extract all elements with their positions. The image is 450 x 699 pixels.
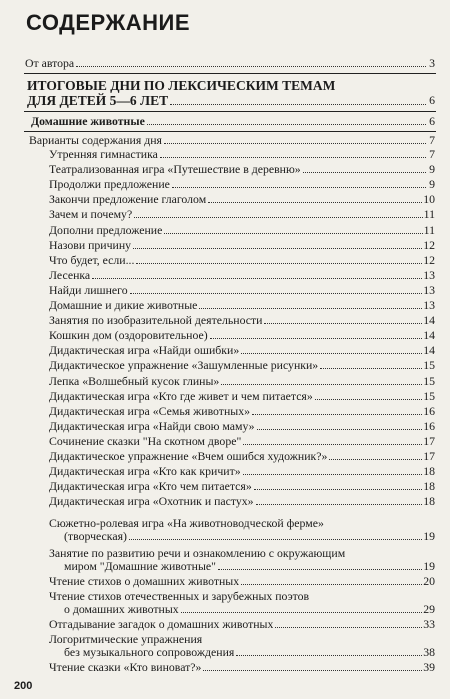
dot-leader	[170, 104, 426, 105]
toc-entry-text: Домашние животные	[31, 115, 145, 128]
toc-entry[interactable]	[49, 344, 435, 357]
toc-entry-text: Зачем и почему?	[49, 208, 133, 222]
dot-leader	[203, 670, 422, 671]
toc-entry-text: Назови причину	[49, 238, 132, 252]
dot-leader	[303, 172, 426, 173]
toc-entry-line1: Сюжетно-ролевая игра «На животноводческой ферме»	[49, 516, 324, 530]
toc-entry-author[interactable]	[25, 57, 435, 70]
toc-entry[interactable]	[49, 575, 435, 588]
dot-leader	[252, 414, 422, 415]
toc-entry-text: Найди лишнего	[49, 283, 128, 297]
toc-entry-text: (творческая)	[64, 530, 127, 543]
toc-entry-page: 6	[429, 114, 435, 128]
toc-entry[interactable]	[49, 178, 435, 191]
toc-entry-multiline[interactable]	[64, 646, 435, 659]
toc-entry-text: Дидактическое упражнение «Зашумленные рисунки»	[49, 359, 319, 373]
toc-entry-text: Чтение стихов о домашних животных	[49, 575, 240, 588]
divider	[24, 111, 436, 112]
toc-entry-page: 11	[423, 222, 435, 237]
page-title: СОДЕРЖАНИЕ	[26, 10, 191, 35]
toc-entry[interactable]	[49, 359, 435, 372]
dot-leader	[134, 217, 422, 218]
toc-subsection[interactable]	[31, 115, 435, 128]
toc-entry[interactable]	[49, 284, 435, 297]
toc-entry-page: 9	[429, 162, 435, 177]
toc-entry-page: 19	[423, 559, 435, 573]
dot-leader	[264, 323, 422, 324]
toc-entry-line1: Чтение стихов отечественных и зарубежных поэтов	[49, 589, 310, 603]
toc-entry[interactable]	[49, 239, 435, 252]
toc-entry[interactable]	[49, 329, 435, 342]
toc-entry[interactable]	[49, 465, 435, 478]
toc-entry-page: 17	[423, 449, 435, 463]
toc-entry-text: Чтение сказки «Кто виноват?»	[49, 661, 202, 674]
toc-entry-text: Лесенка	[49, 268, 91, 282]
dot-leader	[275, 627, 422, 628]
toc-entry-page: 6	[429, 93, 435, 107]
dot-leader	[243, 444, 422, 445]
toc-entry-page: 18	[423, 464, 435, 479]
toc-entry-text: ДЛЯ ДЕТЕЙ 5—6 ЛЕТ	[27, 93, 169, 108]
toc-entry-page: 15	[423, 388, 435, 403]
toc-entry-text: Дополни предложение	[49, 223, 163, 237]
toc-entry-variants[interactable]	[29, 134, 435, 147]
dot-leader	[147, 124, 426, 125]
toc-entry-page: 10	[423, 192, 435, 207]
toc-entry-page: 12	[423, 237, 435, 252]
dot-leader	[243, 474, 423, 475]
toc-entry-text: Дидактическая игра «Семья животных»	[49, 404, 250, 418]
toc-entry[interactable]	[49, 390, 435, 403]
toc-entry[interactable]	[49, 269, 435, 282]
dot-leader	[199, 308, 422, 309]
page-number: 200	[14, 680, 33, 692]
section-heading-line1: ИТОГОВЫЕ ДНИ ПО ЛЕКСИЧЕСКИМ ТЕМАМ	[27, 78, 336, 93]
toc-entry-text: без музыкального сопровождения	[64, 646, 235, 659]
toc-entry-page: 16	[423, 403, 435, 418]
toc-entry-page: 14	[423, 313, 435, 328]
toc-entry[interactable]	[49, 420, 435, 433]
toc-entry[interactable]	[49, 254, 435, 267]
toc-entry-text: Дидактическая игра «Кто как кричит»	[49, 465, 241, 479]
toc-entry[interactable]	[49, 375, 435, 388]
toc-entry-page: 11	[423, 207, 435, 222]
dot-leader	[210, 338, 423, 339]
toc-entry-text: Дидактическая игра «Кто чем питается»	[49, 480, 252, 494]
toc-entry-page: 17	[423, 433, 435, 448]
dot-leader	[320, 368, 422, 369]
toc-entry-text: Дидактическая игра «Найди свою маму»	[49, 419, 255, 433]
toc-entry-multiline[interactable]	[64, 530, 435, 543]
dot-leader	[221, 384, 422, 385]
toc-entry-page: 20	[423, 574, 435, 588]
dot-leader	[164, 143, 426, 144]
toc-entry-page: 15	[423, 358, 435, 373]
toc-entry-page: 29	[423, 602, 435, 616]
toc-entry-text: Дидактическое упражнение «Вчем ошибся художник?»	[49, 450, 328, 463]
dot-leader	[129, 539, 422, 540]
toc-entry-page: 7	[429, 133, 435, 147]
section-heading-line2[interactable]	[27, 93, 435, 108]
toc-entry-text: Продолжи предложение	[49, 178, 170, 192]
dot-leader	[236, 655, 422, 656]
toc-entry-page: 14	[423, 328, 435, 343]
toc-entry-text: Варианты содержания дня	[29, 134, 162, 147]
divider	[24, 131, 436, 132]
dot-leader	[254, 489, 422, 490]
toc-entry-text: Отгадывание загадок о домашних животных	[49, 618, 274, 631]
toc-entry[interactable]	[49, 148, 435, 161]
toc-entry[interactable]	[49, 193, 435, 206]
toc-entry-line1: Занятие по развитию речи и ознакомлению с окружающим	[49, 546, 346, 560]
toc-entry[interactable]	[49, 618, 435, 631]
toc-entry[interactable]	[49, 208, 435, 221]
dot-leader	[164, 233, 422, 234]
toc-entry-page: 9	[429, 177, 435, 192]
toc-entry-text: Занятия по изобразительной деятельности	[49, 314, 263, 328]
toc-entry-text: миром "Домашние животные"	[64, 560, 216, 573]
toc-entry-page: 19	[423, 529, 435, 543]
toc-entry-line1: Логоритмические упражнения	[49, 632, 203, 646]
toc-entry-page: 3	[429, 56, 435, 70]
toc-entry-page: 13	[423, 282, 435, 297]
toc-entry-page: 13	[423, 267, 435, 282]
dot-leader	[133, 248, 422, 249]
toc-entry-text: От автора	[25, 57, 75, 70]
toc-entry-text: Домашние и дикие животные	[49, 299, 198, 312]
toc-entry-text: Дидактическая игра «Охотник и пастух»	[49, 495, 254, 509]
toc-entry-text: Сочинение сказки "На скотном дворе"	[49, 434, 242, 448]
dot-leader	[130, 293, 423, 294]
toc-entry-text: Что будет, если...	[49, 253, 135, 267]
dot-leader	[256, 504, 423, 505]
toc-entry[interactable]	[49, 405, 435, 418]
toc-entry[interactable]	[49, 163, 435, 176]
toc-entry-text: Утренняя гимнастика	[49, 148, 158, 161]
toc-entry-text: о домашних животных	[64, 603, 179, 616]
toc-entry-text: Дидактическая игра «Кто где живет и чем питается»	[49, 389, 313, 403]
dot-leader	[241, 353, 422, 354]
toc-entry-page: 33	[423, 617, 435, 631]
toc-entry-page: 7	[429, 147, 435, 161]
toc-entry[interactable]	[49, 480, 435, 493]
toc-entry-page: 16	[423, 418, 435, 433]
toc-entry[interactable]	[49, 661, 435, 674]
dot-leader	[172, 187, 426, 188]
dot-leader	[160, 157, 426, 158]
dot-leader	[76, 66, 426, 67]
toc-entry[interactable]	[49, 435, 435, 448]
dot-leader	[136, 263, 422, 264]
dot-leader	[241, 584, 422, 585]
divider	[24, 73, 436, 74]
dot-leader	[208, 202, 422, 203]
dot-leader	[329, 459, 422, 460]
toc-entry-page: 15	[423, 373, 435, 388]
toc-entry-page: 18	[423, 479, 435, 494]
toc-entry[interactable]	[49, 299, 435, 312]
toc-entry-text: Театрализованная игра «Путешествие в деревню»	[49, 163, 301, 177]
toc-entry-multiline[interactable]	[64, 560, 435, 573]
toc-entry[interactable]	[49, 495, 435, 508]
toc-entry-page: 38	[423, 645, 435, 659]
toc-entry[interactable]	[49, 314, 435, 327]
toc-entry-text: Закончи предложение глаголом	[49, 193, 207, 207]
toc-entry[interactable]	[49, 450, 435, 463]
dot-leader	[218, 569, 422, 570]
dot-leader	[92, 278, 422, 279]
toc-entry-text: Кошкин дом (оздоровительное)	[49, 329, 208, 343]
toc-entry-page: 39	[423, 660, 435, 674]
toc-entry-text: Дидактическая игра «Найди ошибки»	[49, 344, 240, 358]
toc-entry-page: 12	[423, 252, 435, 267]
toc-entry-page: 18	[423, 494, 435, 509]
toc-entry-multiline[interactable]	[64, 603, 435, 616]
dot-leader	[315, 399, 422, 400]
toc-entry-page: 13	[423, 298, 435, 312]
dot-leader	[257, 429, 423, 430]
toc-entry-page: 14	[423, 343, 435, 358]
toc-entry-text: Лепка «Волшебный кусок глины»	[49, 374, 220, 388]
dot-leader	[181, 612, 423, 613]
toc-entry[interactable]	[49, 224, 435, 237]
